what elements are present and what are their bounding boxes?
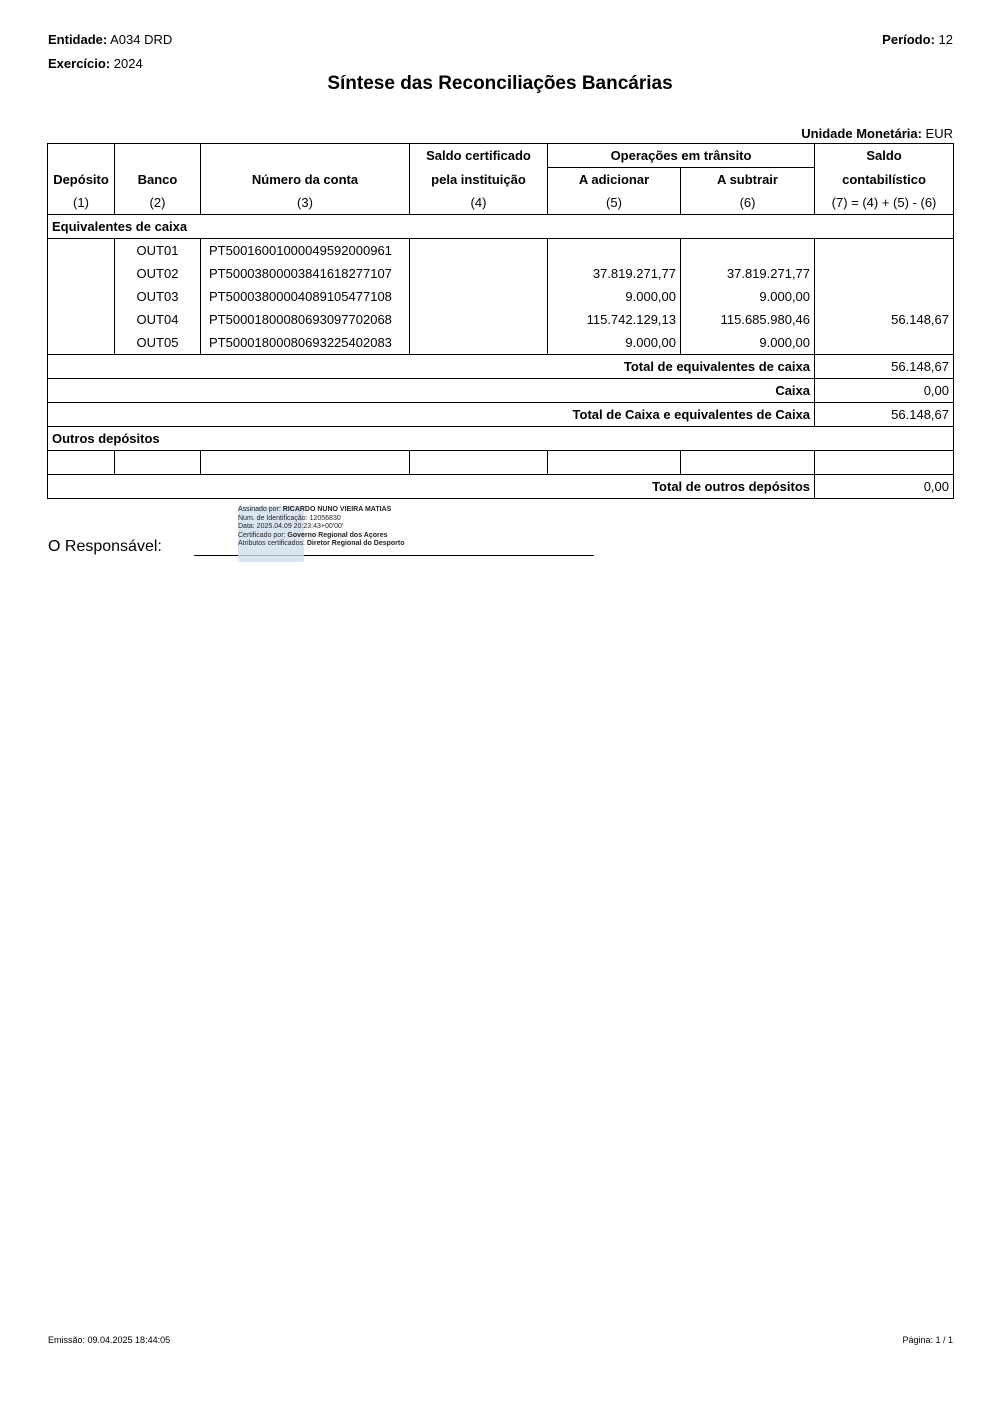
adicionar-cell: 115.742.129,13 [548,308,681,331]
exercicio-value: 2024 [113,56,143,71]
saldo-cert-cell [410,239,548,263]
total-caixa-label: Total de Caixa e equivalentes de Caixa [48,403,815,427]
col-saldo-contabilistico-1: Saldo [815,144,954,168]
section-equivalentes-row [48,215,954,239]
saldo-cert-cell [410,308,548,331]
col-num-2: (2) [115,191,201,215]
saldo-cont-cell [815,239,954,263]
section-outros-row [48,427,954,451]
section-outros-depositos: Outros depósitos [48,427,954,451]
col-num-4: (4) [410,191,548,215]
exercicio-label: Exercício: [48,56,111,71]
saldo-cont-cell [815,285,954,308]
saldo-cont-cell: 56.148,67 [815,308,954,331]
total-caixa-row [48,403,954,427]
conta-cell: PT50003800003841618277107 [201,262,410,285]
banco-cell: OUT05 [115,331,201,355]
col-num-7: (7) = (4) + (5) - (6) [815,191,954,215]
col-banco: Banco [115,168,201,192]
conta-cell: PT50016001000049592000961 [201,239,410,263]
adicionar-cell [548,239,681,263]
adicionar-cell: 37.819.271,77 [548,262,681,285]
page-title: Síntese das Reconciliações Bancárias [327,73,673,94]
col-num-6: (6) [681,191,815,215]
conta-cell: PT50003800004089105477108 [201,285,410,308]
banco-cell: OUT01 [115,239,201,263]
subtrair-cell: 9.000,00 [681,285,815,308]
entidade-field [48,32,172,47]
conta-cell: PT50001800080693097702068 [201,308,410,331]
num-identificacao: Num. de Identificação: 12056830 [238,514,341,522]
caixa-label: Caixa [48,379,815,403]
page-number: Página: 1 / 1 [902,1335,953,1345]
entidade-value: A034 DRD [110,32,173,47]
header-row-1 [48,144,954,168]
total-caixa-value: 56.148,67 [815,403,954,427]
entidade-label: Entidade: [48,32,108,47]
banco-cell: OUT04 [115,308,201,331]
col-num-3: (3) [201,191,410,215]
certificado-value: Governo Regional dos Açores [287,531,388,539]
header-row-numbers [48,191,954,215]
col-saldo-contabilistico-2: contabilístico [815,168,954,192]
conta-cell: PT50001800080693225402083 [201,331,410,355]
unidade-value: EUR [925,126,953,141]
banco-cell: OUT03 [115,285,201,308]
saldo-cont-cell [815,331,954,355]
adicionar-cell: 9.000,00 [548,285,681,308]
periodo-field [882,32,953,47]
total-outros-row [48,475,954,499]
table-row [48,262,954,285]
col-num-5: (5) [548,191,681,215]
periodo-value: 12 [938,32,953,47]
certificado-label: Certificado por: [238,531,286,539]
total-outros-value: 0,00 [815,475,954,499]
reconciliation-table [47,143,954,499]
periodo-label: Período: [882,32,935,47]
col-deposito: Depósito [48,168,115,192]
atributos-label: Atributos certificados: [238,540,305,548]
assinado-label: Assinado por: [238,506,281,513]
banco-cell: OUT02 [115,262,201,285]
unidade-label: Unidade Monetária: [801,126,922,141]
table-row [48,331,954,355]
empty-row [48,451,954,475]
col-num-1: (1) [48,191,115,215]
exercicio-field [48,56,143,71]
total-outros-label: Total de outros depósitos [48,475,815,499]
responsavel-label: O Responsável: [48,538,162,555]
unidade-monetaria [801,126,953,141]
caixa-value: 0,00 [815,379,954,403]
saldo-cert-cell [410,331,548,355]
total-equivalentes-label: Total de equivalentes de caixa [48,355,815,379]
section-equivalentes-caixa: Equivalentes de caixa [48,215,954,239]
caixa-row [48,379,954,403]
emissao-date: Emissão: 09.04.2025 18:44:05 [48,1335,171,1345]
subtrair-cell: 37.819.271,77 [681,262,815,285]
table-row [48,285,954,308]
table-row [48,308,954,331]
col-saldo-certificado-2: pela instituição [410,168,548,192]
signature-date: Data: 2025.04.09 20:23:43+00'00' [238,523,344,531]
col-a-adicionar: A adicionar [548,168,681,192]
subtrair-cell [681,239,815,263]
atributos-value: Diretor Regional do Desporto [306,540,405,548]
subtrair-cell: 9.000,00 [681,331,815,355]
col-numero-conta: Número da conta [201,168,410,192]
adicionar-cell: 9.000,00 [548,331,681,355]
assinado-value: RICARDO NUNO VIEIRA MATIAS [282,506,392,513]
total-equivalentes-value: 56.148,67 [815,355,954,379]
col-operacoes-transito: Operações em trânsito [548,144,815,168]
subtrair-cell: 115.685.980,46 [681,308,815,331]
saldo-cont-cell [815,262,954,285]
digital-signature [238,506,405,549]
col-a-subtrair: A subtrair [681,168,815,192]
total-equivalentes-row [48,355,954,379]
table-row [48,239,954,263]
col-saldo-certificado-1: Saldo certificado [410,144,548,168]
saldo-cert-cell [410,262,548,285]
header-row-2 [48,168,954,192]
saldo-cert-cell [410,285,548,308]
